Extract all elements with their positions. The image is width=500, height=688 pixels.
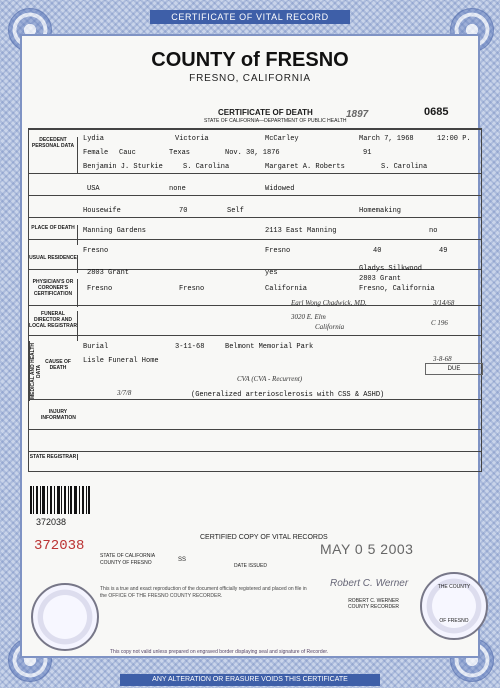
section-residence: USUAL RESIDENCE — [29, 255, 78, 273]
recorder-name-line: ROBERT C. WERNER — [348, 598, 399, 604]
certificate-title: CERTIFICATE OF DEATH — [218, 108, 313, 117]
occupation: Housewife — [83, 207, 121, 215]
certificate-number: 0685 — [424, 106, 449, 118]
date-issued-label: DATE ISSUED — [234, 563, 267, 569]
length-in-county: 49 — [439, 247, 448, 255]
county-subtitle: FRESNO, CALIFORNIA — [189, 73, 311, 84]
death-county: Fresno — [265, 247, 291, 255]
social-security: none — [169, 185, 186, 193]
mother-birthplace: S. Carolina — [381, 163, 428, 171]
death-street: 2113 East Manning — [265, 227, 337, 235]
father-name: Benjamin J. Sturkie — [83, 163, 163, 171]
citizen-of: USA — [87, 185, 100, 193]
decedent-last-name: McCarley — [265, 135, 299, 143]
residence-county: Fresno — [179, 285, 205, 293]
death-facility: Manning Gardens — [83, 227, 147, 235]
disposition: Burial — [83, 343, 109, 351]
section-state-registrar: STATE REGISTRAR — [29, 454, 77, 460]
barcode — [30, 486, 90, 514]
state-file-number: 1897 — [346, 109, 369, 120]
section-medical: MEDICAL AND HEALTH DATA — [30, 343, 42, 400]
disposition-date: 3-11-68 — [175, 343, 205, 351]
recorder-name — [348, 598, 399, 610]
attestation-text: This is a true and exact reproduction of the document officially registered and placed on file in the OFFICE OF THE FRESNO COUNTY RECORDER. — [100, 586, 307, 599]
informant-street: 2803 Grant — [359, 275, 402, 283]
marital-status: Widowed — [265, 185, 295, 193]
due-to-cause: (Generalized arteriosclerosis with CSS & ASHD) — [191, 391, 385, 399]
section-funeral: FUNERAL DIRECTOR AND LOCAL REGISTRAR — [29, 311, 78, 341]
death-city: Fresno — [83, 247, 109, 255]
death-certificate-form — [28, 104, 480, 474]
hour-of-death: 12:00 P. — [437, 135, 471, 143]
recorder-signature: Robert C. Werner — [330, 578, 409, 589]
mother-name: Margaret A. Roberts — [265, 163, 345, 171]
residence-city: Fresno — [87, 285, 113, 293]
father-birthplace: S. Carolina — [183, 163, 230, 171]
residence-street: 2803 Grant — [87, 269, 130, 277]
physician-date-signed: 3/14/68 — [433, 299, 455, 307]
death-inside-city: no — [429, 227, 438, 235]
decedent-middle-name: Victoria — [175, 135, 209, 143]
decedent-sex: Female — [83, 149, 109, 157]
onset-interval: 3/7/8 — [117, 389, 132, 397]
section-cause: CAUSE OF DEATH — [45, 359, 71, 371]
barcode-number: 372038 — [36, 517, 67, 527]
top-banner: CERTIFICATE OF VITAL RECORD — [150, 10, 350, 24]
residence-inside-city: yes — [265, 269, 278, 277]
decedent-birth-date: Nov. 30, 1876 — [225, 149, 280, 157]
seal-text-top: THE COUNTY — [437, 584, 471, 590]
immediate-cause: CVA (CVA - Recurrent) — [237, 375, 303, 383]
physician-city: California — [315, 323, 345, 331]
decedent-birthplace: Texas — [169, 149, 191, 157]
serial-number: 372038 — [34, 538, 85, 554]
industry: Homemaking — [359, 207, 402, 215]
funeral-director: Lisle Funeral Home — [83, 357, 159, 365]
state-line: STATE OF CALIFORNIA — [100, 553, 156, 559]
length-of-stay: 40 — [373, 247, 382, 255]
section-place-of-death: PLACE OF DEATH — [29, 225, 78, 245]
certified-copy-title: CERTIFIED COPY OF VITAL RECORDS — [200, 534, 328, 541]
due-stamp: DUE — [425, 363, 483, 375]
bottom-banner: ANY ALTERATION OR ERASURE VOIDS THIS CERTIFICATE — [120, 674, 380, 686]
cemetery: Belmont Memorial Park — [225, 343, 314, 351]
seal-text-bottom: OF FRESNO — [439, 618, 469, 624]
section-decedent: DECEDENT PERSONAL DATA — [29, 137, 78, 173]
state-of-county — [100, 553, 155, 567]
date-issued-stamp: MAY 0 5 2003 — [320, 541, 414, 557]
physician-address: 3020 E. Elm — [291, 313, 326, 321]
recorder-title-line: COUNTY RECORDER — [348, 604, 400, 610]
physician-license: C 196 — [431, 319, 448, 327]
form-grid — [28, 128, 482, 472]
registrar-date: 3-8-68 — [433, 355, 452, 363]
decedent-first-name: Lydia — [83, 135, 105, 143]
section-physician: PHYSICIAN'S OR CORONER'S CERTIFICATION — [29, 279, 78, 307]
date-of-death: March 7, 1968 — [359, 135, 414, 143]
county-line: COUNTY OF FRESNO — [100, 560, 152, 566]
informant-city: Fresno, California — [359, 285, 435, 293]
county-title: COUNTY of FRESNO — [151, 49, 349, 71]
residence-state: California — [265, 285, 308, 293]
county-seal-right — [420, 572, 488, 640]
decedent-age: 91 — [363, 149, 372, 157]
decedent-race: Cauc — [119, 149, 136, 157]
state-seal-left — [31, 583, 99, 651]
validity-note: This copy not valid unless prepared on engraved border displaying seal and signature of Recorder. — [110, 649, 329, 655]
years-in-occupation: 70 — [179, 207, 188, 215]
physician-name: Earl Wong Chadwick, MD. — [291, 299, 367, 307]
section-injury: INJURY INFORMATION — [41, 409, 76, 421]
informant-name: Gladys Silkwood — [359, 265, 423, 273]
employer: Self — [227, 207, 244, 215]
ss-label: SS — [178, 557, 187, 563]
certificate-subtitle: STATE OF CALIFORNIA—DEPARTMENT OF PUBLIC HEALTH — [204, 118, 347, 124]
